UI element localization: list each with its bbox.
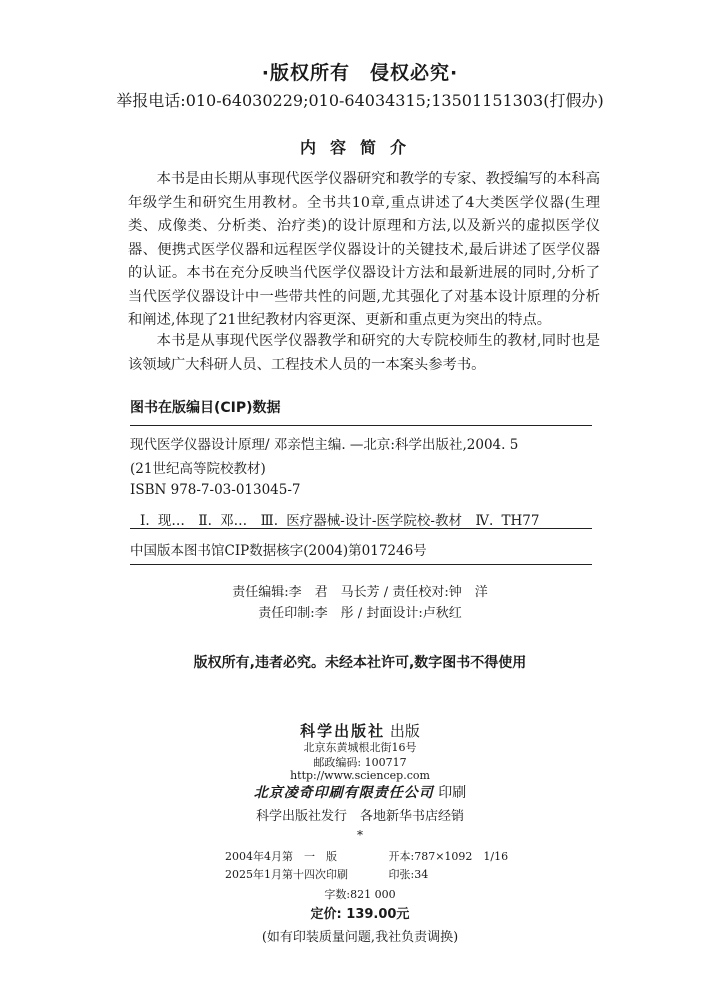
edition-row bbox=[225, 848, 508, 864]
cip-divider-top bbox=[130, 425, 592, 426]
publisher-address: 北京东黄城根北街16号 bbox=[303, 741, 417, 754]
printed-sheets: 印张:34 bbox=[388, 868, 429, 881]
cip-classification-line: Ⅰ. 现… Ⅱ. 邓… Ⅲ. 医疗器械-设计-医学院校-教材 Ⅳ. TH77 bbox=[140, 513, 540, 529]
publisher-name: 科学出版社 bbox=[300, 722, 386, 740]
publisher-url: http://www.sciencep.com bbox=[290, 769, 430, 782]
cip-divider-middle bbox=[130, 528, 592, 529]
publisher-line bbox=[0, 720, 720, 741]
cip-record-number: 中国版本图书馆CIP数据核字(2004)第017246号 bbox=[130, 543, 427, 559]
exchange-note: (如有印装质量问题,我社负责调换) bbox=[261, 930, 459, 945]
printer-name: 北京凌奇印刷有限责任公司 bbox=[253, 785, 434, 801]
word-count: 字数:821 000 bbox=[324, 888, 396, 901]
printing-row bbox=[225, 866, 428, 882]
copyright-title: ·版权所有 侵权必究· bbox=[261, 62, 459, 84]
cip-title-line: 现代医学仪器设计原理/ 邓亲恺主编. —北京:科学出版社,2004. 5 bbox=[130, 437, 519, 453]
editors-line-2: 责任印制:李 彤 / 封面设计:卢秋红 bbox=[258, 606, 462, 621]
price: 定价: 139.00元 bbox=[310, 907, 410, 922]
separator-star: * bbox=[357, 828, 363, 842]
cip-divider-bottom bbox=[130, 564, 592, 565]
publisher-postcode: 邮政编码: 100717 bbox=[313, 756, 407, 769]
edition-date: 2004年4月第 一 版 bbox=[225, 850, 337, 863]
printer-suffix: 印刷 bbox=[438, 785, 467, 801]
printer-line bbox=[0, 782, 720, 802]
book-format: 开本:787×1092 1/16 bbox=[388, 850, 509, 863]
editors-line-1: 责任编辑:李 君 马长芳 / 责任校对:钟 洋 bbox=[232, 585, 488, 600]
publisher-suffix: 出版 bbox=[389, 722, 420, 740]
intro-heading: 内容简介 bbox=[299, 138, 420, 157]
cip-isbn-line: ISBN 978-7-03-013045-7 bbox=[130, 482, 301, 498]
intro-paragraph-2: 本书是从事现代医学仪器教学和研究的大专院校师生的教材,同时也是该领域广大科研人员、工程技术人员的一本案头参考书。 bbox=[128, 333, 600, 373]
usage-notice: 版权所有,违者必究。未经本社许可,数字图书不得使用 bbox=[193, 655, 527, 671]
cip-heading: 图书在版编目(CIP)数据 bbox=[130, 400, 281, 416]
report-hotline: 举报电话:010-64030229;010-64034315;13501151303(打假办) bbox=[116, 91, 604, 110]
distribution-line: 科学出版社发行 各地新华书店经销 bbox=[255, 809, 464, 824]
intro-paragraph-1: 本书是由长期从事现代医学仪器研究和教学的专家、教授编写的本科高年级学生和研究生用教材。全书共10章,重点讲述了4大类医学仪器(生理类、成像类、分析类、治疗类)的设计原理和方法,以及新兴的虚拟医学仪器、便携式医学仪器和远程医学仪器设计的关键技术,最后讲述了医学仪器的认证。本书在充分反映当代医学仪器设计方法和最新进展的同时,分析了当代医学仪器设计中一些带共性的问题,尤其强化了对基本设计原理的分析和阐述,体现了21世纪教材内容更深、更新和重点更为突出的特点。 bbox=[128, 171, 600, 328]
printing-count: 2025年1月第十四次印刷 bbox=[225, 868, 348, 881]
cip-series-line: (21世纪高等院校教材) bbox=[130, 461, 266, 477]
